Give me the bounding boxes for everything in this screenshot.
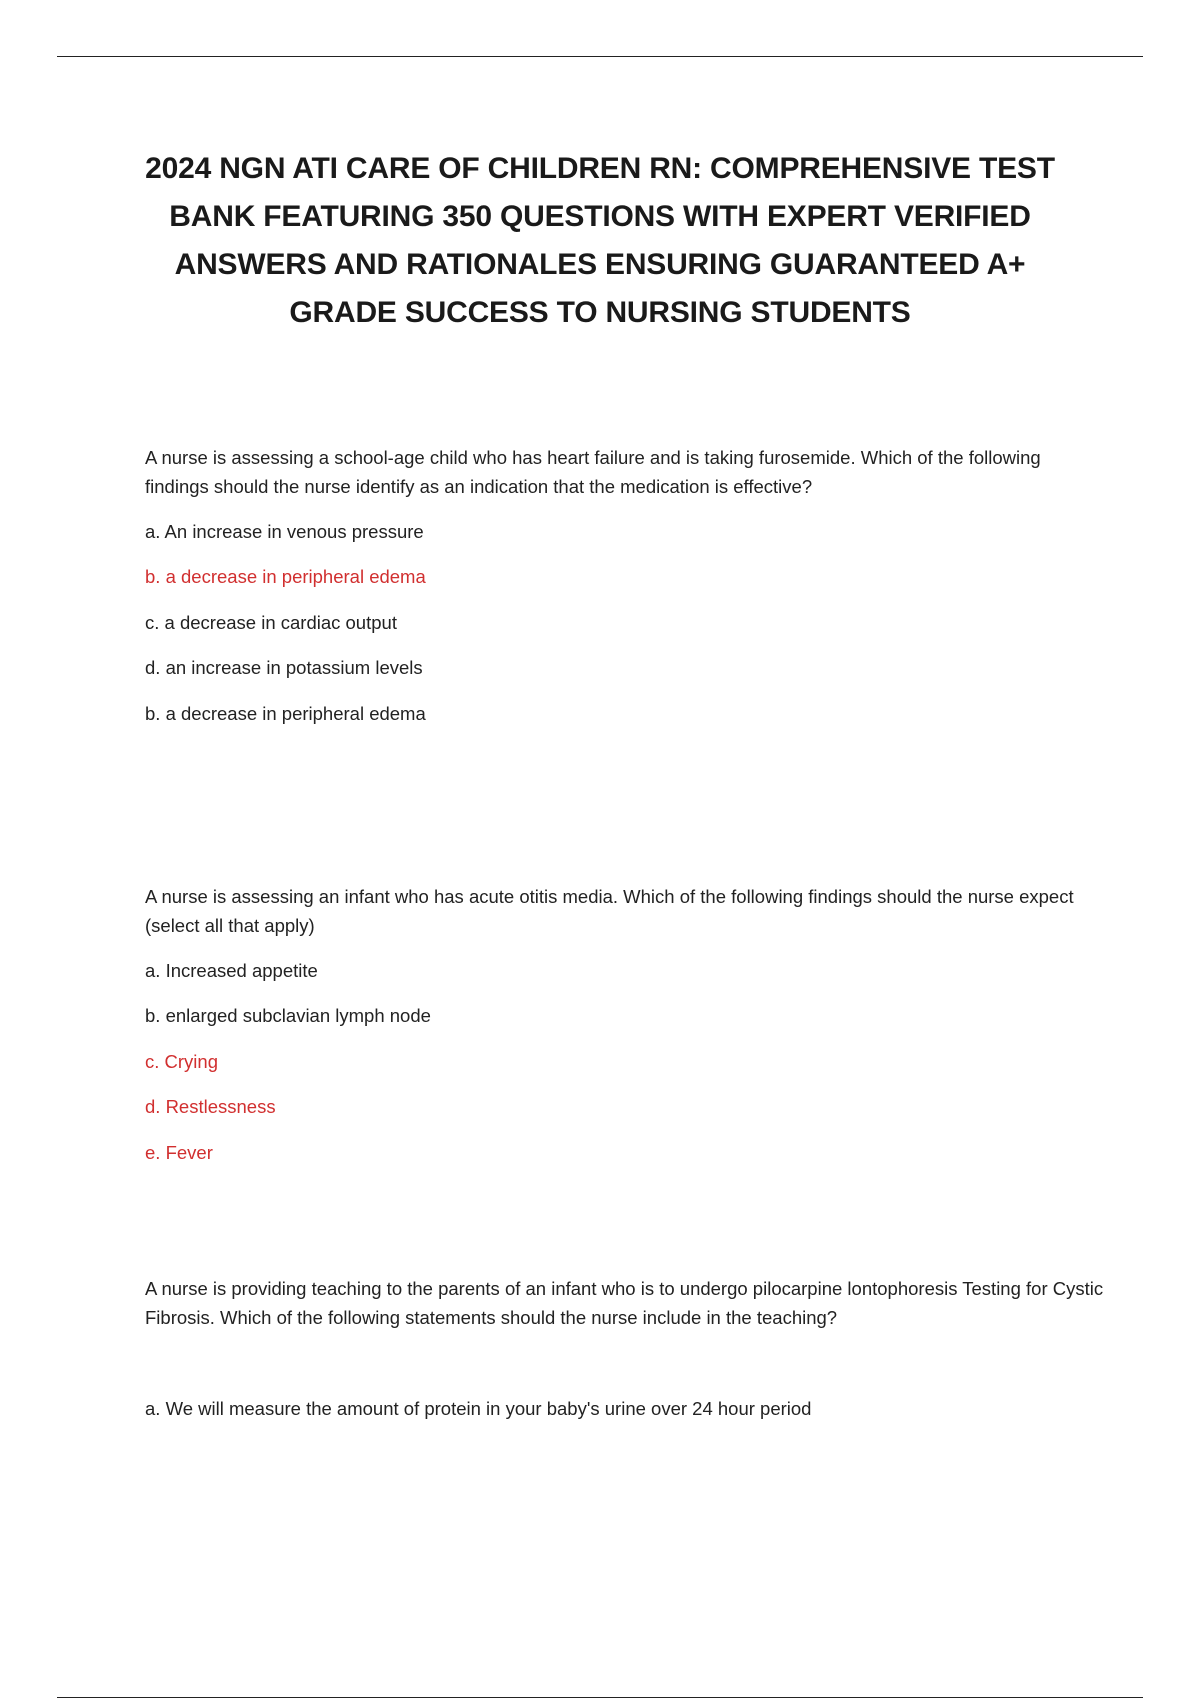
question-2-text: A nurse is assessing an infant who has acute otitis media. Which of the following findings should the nurse expect (select all that apply) (145, 886, 1074, 936)
question-1-answer: b. a decrease in peripheral edema (145, 703, 426, 724)
question-2-option-d: d. Restlessness (145, 1096, 276, 1117)
question-1-option-a: a. An increase in venous pressure (145, 521, 424, 542)
question-2-option-b: b. enlarged subclavian lymph node (145, 1005, 431, 1026)
question-1-option-c: c. a decrease in cardiac output (145, 612, 397, 633)
question-1-option-b: b. a decrease in peripheral edema (145, 566, 426, 587)
question-1-option-d: d. an increase in potassium levels (145, 657, 423, 678)
question-1-text: A nurse is assessing a school-age child who has heart failure and is taking furosemide. Which of the following findings should the nurse identify as an indication that the medication is effective? (145, 447, 1041, 497)
document-title: 2024 NGN ATI CARE OF CHILDREN RN: COMPREHENSIVE TEST BANK FEATURING 350 QUESTIONS WITH EXPERT VERIFIED ANSWERS AND RATIONALES ENSURING GUARANTEED A+ GRADE SUCCESS TO NURSING STUDENTS (145, 152, 1055, 329)
question-3-option-a: a. We will measure the amount of protein in your baby's urine over 24 hour period (145, 1398, 812, 1419)
top-rule (57, 56, 1143, 57)
question-2-option-a: a. Increased appetite (145, 960, 318, 981)
question-3-text: A nurse is providing teaching to the parents of an infant who is to undergo pilocarpine lontophoresis Testing for Cystic Fibrosis. Which of the following statements should the nurse include in the teaching? (145, 1278, 1104, 1328)
question-2-option-e: e. Fever (145, 1142, 213, 1163)
question-2-option-c: c. Crying (145, 1051, 218, 1072)
bottom-rule (57, 1697, 1143, 1698)
